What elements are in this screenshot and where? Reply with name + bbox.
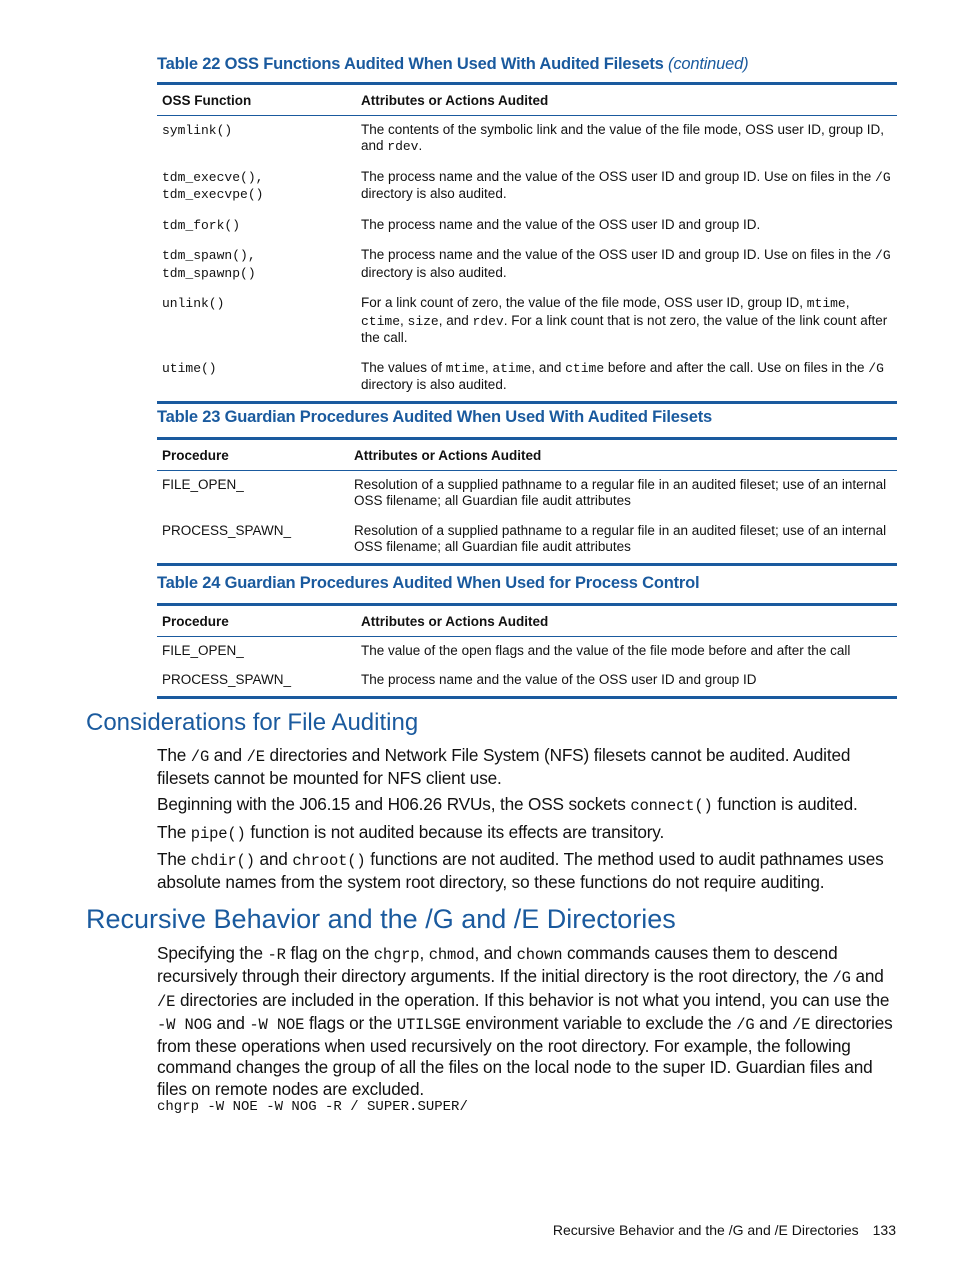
column-header: Attributes or Actions Audited xyxy=(356,605,897,637)
attributes-cell xyxy=(356,163,897,211)
code-term: ctime xyxy=(361,313,401,329)
text-run: directories are included in the operation. If this behavior is not what you intend, you can use the xyxy=(175,989,890,1010)
text-run: commands causes them to descend recursively through their directory arguments. If the initial directory is the root directory, the xyxy=(157,943,838,987)
text-run: , xyxy=(484,359,493,375)
text-run: functions are not audited. The method used to audit pathnames uses absolute names from the system root directory, so these functions do not require auditing. xyxy=(157,849,884,893)
procedure-cell: FILE_OPEN_ xyxy=(162,476,244,492)
code-term: mtime xyxy=(806,296,846,311)
table-row xyxy=(157,666,897,697)
code-term: /E xyxy=(792,1015,811,1034)
table-row xyxy=(157,636,897,666)
table-23-caption: Table 23 Guardian Procedures Audited When Used With Audited Filesets xyxy=(157,408,712,426)
considerations-paragraph-2 xyxy=(157,794,899,817)
text-run: , and xyxy=(438,312,473,328)
text-run: Specifying the xyxy=(157,943,268,963)
table-23 xyxy=(157,437,897,566)
text-run: . xyxy=(418,138,423,153)
code-term: /G xyxy=(190,748,210,766)
code-term: /G xyxy=(832,969,851,988)
text-run: The process name and the value of the OSS user ID and group ID. xyxy=(361,216,761,232)
oss-function-cell xyxy=(157,163,356,211)
oss-function-cell xyxy=(157,354,356,403)
table-row xyxy=(157,211,897,242)
table-22-caption: Table 22 OSS Functions Audited When Used With Audited Filesets (continued) xyxy=(157,55,749,73)
text-run: The xyxy=(157,745,191,765)
text-run: directory is also audited. xyxy=(361,264,507,280)
code-term: /E xyxy=(246,748,265,766)
function-name: tdm_execve(), xyxy=(162,169,264,185)
text-run: , xyxy=(419,943,429,963)
table-row xyxy=(157,163,897,211)
text-run: and xyxy=(754,1012,793,1033)
code-term: UTILSGE xyxy=(396,1015,461,1034)
code-example: chgrp -W NOE -W NOG -R / SUPER.SUPER/ xyxy=(157,1099,468,1115)
code-term: -R xyxy=(267,946,286,964)
table-24-caption: Table 24 Guardian Procedures Audited When Used for Process Control xyxy=(157,574,700,592)
code-term: pipe() xyxy=(190,825,246,843)
footer-section-title: Recursive Behavior and the /G and /E Directories xyxy=(552,1222,859,1238)
function-name: utime() xyxy=(162,360,217,376)
oss-function-cell xyxy=(157,241,356,289)
text-run: The values of xyxy=(361,359,446,375)
considerations-heading: Considerations for File Auditing xyxy=(86,709,419,736)
text-run: directories from these operations when used recursively on the root directory. For example, the following command changes the group of all the files on the local node to the super ID. Guardian files and files on remote nodes are excluded. xyxy=(157,1012,893,1099)
code-term: ctime xyxy=(565,360,605,376)
code-term: chgrp xyxy=(373,946,420,964)
code-term: -W NOE xyxy=(249,1015,305,1034)
attributes-cell xyxy=(356,354,897,403)
procedure-cell: FILE_OPEN_ xyxy=(162,642,244,658)
table-row xyxy=(157,517,897,565)
text-run: Beginning with the J06.15 and H06.26 RVUs, the OSS sockets xyxy=(157,794,631,814)
text-run: function is not audited because its effects are transitory. xyxy=(245,822,665,842)
code-term: /G xyxy=(868,360,884,376)
attributes-cell xyxy=(356,115,897,163)
code-term: /G xyxy=(736,1015,755,1034)
code-term: chmod xyxy=(428,946,475,964)
page-footer xyxy=(553,1222,896,1238)
function-name: tdm_execvpe() xyxy=(162,187,264,202)
function-name: symlink() xyxy=(162,122,233,138)
function-name: tdm_spawn(), xyxy=(162,248,256,263)
code-term: /G xyxy=(875,248,891,263)
text-run: and xyxy=(850,966,884,987)
code-term: atime xyxy=(492,360,532,376)
procedure-cell: PROCESS_SPAWN_ xyxy=(162,672,292,687)
text-run: For a link count of zero, the value of the file mode, OSS user ID, group ID, xyxy=(361,295,807,310)
text-run: , xyxy=(400,312,408,328)
attributes-cell: Resolution of a supplied pathname to a regular file in an audited fileset; use of an internal OSS filename; all Guardian file audit attributes xyxy=(354,476,887,508)
table-24 xyxy=(157,603,897,699)
text-run: directory is also audited. xyxy=(361,377,507,392)
continued-label: (continued) xyxy=(668,55,749,73)
table-row xyxy=(157,115,897,163)
text-run: , and xyxy=(531,359,566,375)
code-term: rdev xyxy=(472,313,504,329)
column-header: Attributes or Actions Audited xyxy=(349,439,897,471)
text-run: flag on the xyxy=(285,943,374,963)
attributes-cell xyxy=(356,289,897,354)
text-run: before and after the call. Use on files in the xyxy=(604,359,869,375)
table-row xyxy=(157,470,897,517)
page-number: 133 xyxy=(872,1222,896,1238)
code-term: -W NOG xyxy=(157,1015,212,1034)
code-term: rdev xyxy=(387,139,419,154)
text-run: and xyxy=(211,1012,250,1033)
column-header: Procedure xyxy=(157,605,356,637)
text-run: , xyxy=(845,295,850,310)
oss-function-cell xyxy=(157,289,356,354)
text-run: The contents of the symbolic link and the value of the file mode, OSS user ID, group ID, and xyxy=(361,121,885,153)
function-name: tdm_fork() xyxy=(162,217,241,233)
attributes-cell: Resolution of a supplied pathname to a regular file in an audited fileset; use of an internal OSS filename; all Guardian file audit attributes xyxy=(354,522,887,554)
code-term: /E xyxy=(157,992,176,1011)
recursive-heading: Recursive Behavior and the /G and /E Directories xyxy=(86,904,676,934)
code-term: /G xyxy=(875,169,891,185)
text-run: and xyxy=(254,849,293,869)
text-run: The process name and the value of the OSS user ID and group ID. Use on files in the xyxy=(361,168,876,184)
table-row xyxy=(157,241,897,289)
text-run: The process name and the value of the OSS user ID and group ID. Use on files in the xyxy=(361,247,876,262)
code-term: chdir() xyxy=(190,852,255,870)
text-run: directory is also audited. xyxy=(361,186,507,201)
code-term: mtime xyxy=(445,360,485,376)
oss-function-cell xyxy=(157,211,356,242)
text-run: The xyxy=(157,849,191,869)
oss-function-cell xyxy=(157,115,356,163)
attributes-cell: The value of the open flags and the value of the file mode before and after the call xyxy=(361,642,851,658)
function-name: unlink() xyxy=(162,296,225,311)
column-header: OSS Function xyxy=(157,84,356,116)
attributes-cell xyxy=(356,241,897,289)
code-term: connect() xyxy=(630,797,713,815)
text-run: environment variable to exclude the xyxy=(460,1012,737,1033)
considerations-paragraph-1 xyxy=(157,745,899,790)
text-run: function is audited. xyxy=(712,794,858,814)
column-header: Procedure xyxy=(157,439,349,471)
text-run: and xyxy=(209,745,247,765)
table-row xyxy=(157,289,897,354)
code-term: chroot() xyxy=(292,852,366,870)
function-name: tdm_spawnp() xyxy=(162,265,256,281)
attributes-cell xyxy=(356,211,897,242)
table-22 xyxy=(157,82,897,404)
text-run: . For a link count that is not zero, the value of the link count after the call. xyxy=(361,312,888,345)
considerations-paragraph-4 xyxy=(157,849,899,894)
text-run: The xyxy=(157,822,191,842)
code-term: size xyxy=(407,313,439,329)
attributes-cell: The process name and the value of the OSS user ID and group ID xyxy=(361,672,757,687)
text-run: flags or the xyxy=(304,1012,397,1033)
procedure-cell: PROCESS_SPAWN_ xyxy=(162,522,292,538)
recursive-paragraph xyxy=(157,943,899,1100)
considerations-paragraph-3 xyxy=(157,822,899,845)
code-term: chown xyxy=(516,946,563,964)
table-row xyxy=(157,354,897,403)
text-run: , and xyxy=(474,943,517,963)
text-run: directories and Network File System (NFS) filesets cannot be audited. Audited filesets cannot be mounted for NFS client use. xyxy=(157,745,851,789)
column-header: Attributes or Actions Audited xyxy=(356,84,897,116)
